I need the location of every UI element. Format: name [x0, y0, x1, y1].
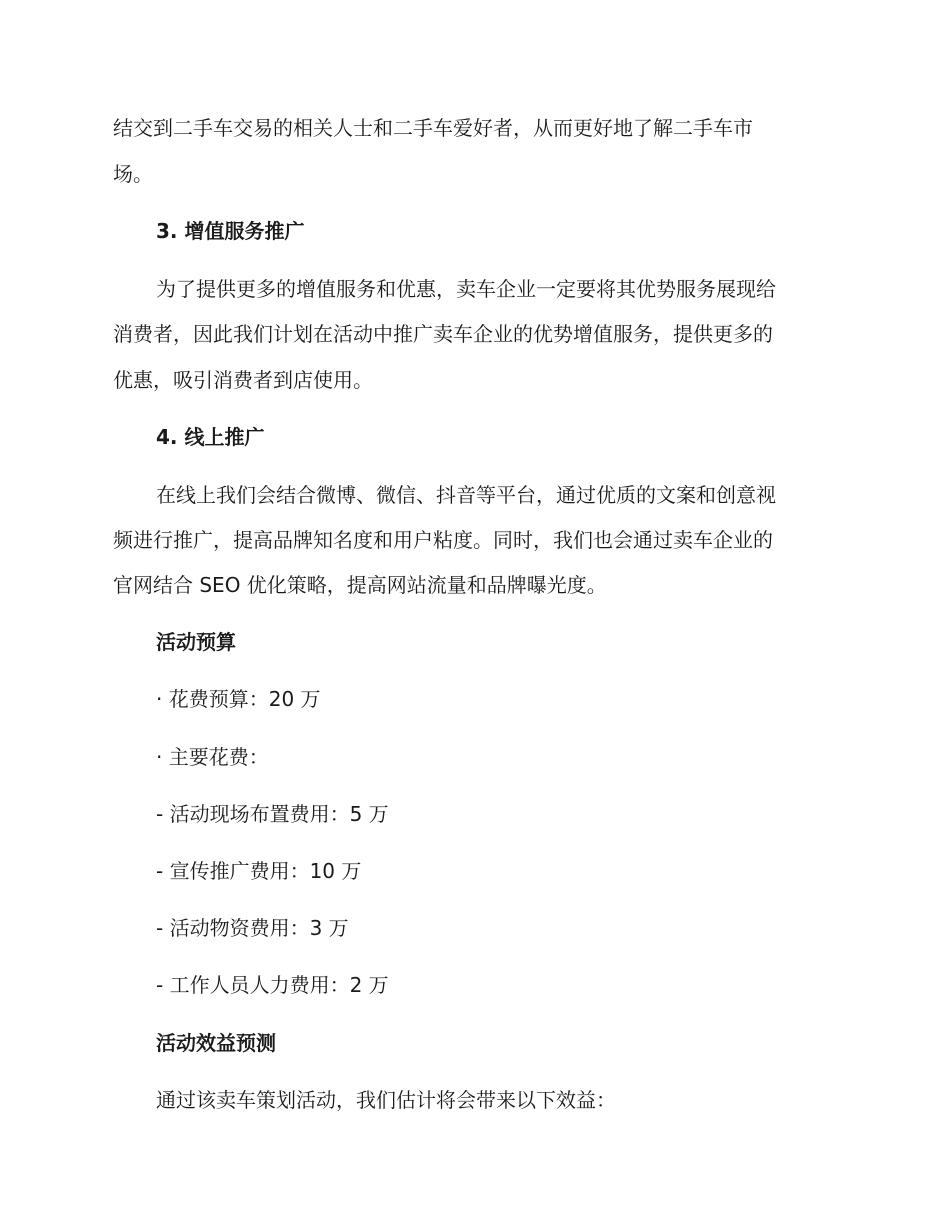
section-heading: 活动预算	[156, 630, 236, 654]
budget-item: · 花费预算：20 万	[156, 687, 321, 711]
section-heading: 活动效益预测	[156, 1031, 276, 1055]
budget-item: - 宣传推广费用：10 万	[156, 859, 362, 883]
paragraph-line: 结交到二手车交易的相关人士和二手车爱好者，从而更好地了解二手车市	[113, 116, 753, 140]
paragraph-line: 在线上我们会结合微博、微信、抖音等平台，通过优质的文案和创意视	[156, 483, 776, 507]
paragraph-line: 频进行推广，提高品牌知名度和用户粘度。同时，我们也会通过卖车企业的	[113, 528, 773, 552]
paragraph-line: 通过该卖车策划活动，我们估计将会带来以下效益：	[156, 1088, 616, 1112]
paragraph-line: 为了提供更多的增值服务和优惠，卖车企业一定要将其优势服务展现给	[156, 277, 776, 301]
budget-item: · 主要花费：	[156, 745, 269, 769]
paragraph-line: 官网结合 SEO 优化策略，提高网站流量和品牌曝光度。	[113, 573, 607, 597]
paragraph-line: 消费者，因此我们计划在活动中推广卖车企业的优势增值服务，提供更多的	[113, 322, 773, 346]
section-heading: 3. 增值服务推广	[156, 219, 305, 243]
section-heading: 4. 线上推广	[156, 425, 265, 449]
paragraph-line: 优惠，吸引消费者到店使用。	[113, 368, 373, 392]
budget-item: - 活动物资费用：3 万	[156, 916, 349, 940]
budget-item: - 活动现场布置费用：5 万	[156, 802, 389, 826]
budget-item: - 工作人员人力费用：2 万	[156, 973, 389, 997]
paragraph-line: 场。	[113, 162, 153, 186]
